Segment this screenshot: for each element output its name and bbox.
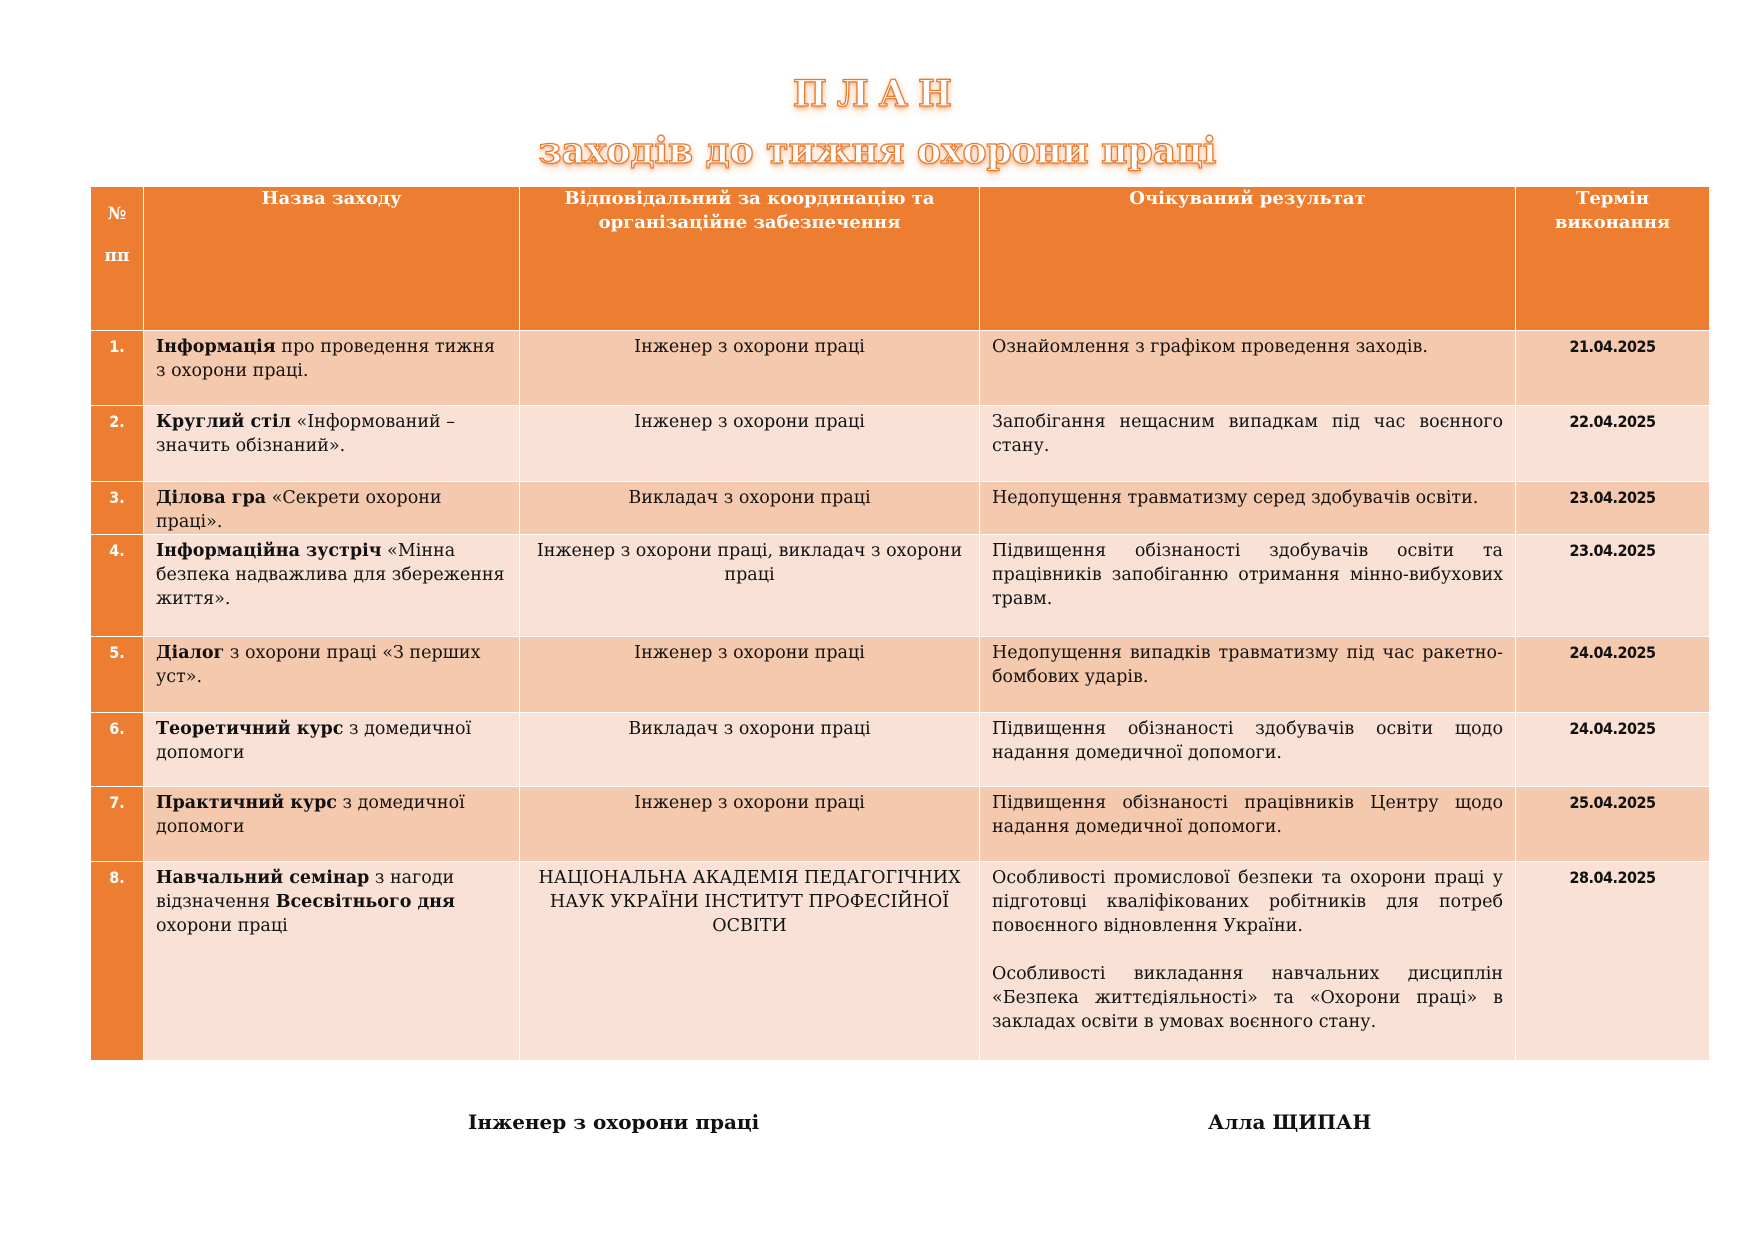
row-name-text: з охорони праці «З перших уст». bbox=[156, 643, 481, 687]
row-name-bold: Теоретичний курс bbox=[156, 719, 344, 739]
table-row bbox=[91, 713, 1710, 787]
row-name-bold: Інформація bbox=[156, 337, 276, 357]
row-name-bold: Ділова гра bbox=[156, 488, 267, 508]
table-row bbox=[91, 482, 1710, 535]
table-row bbox=[91, 406, 1710, 482]
signature-position: Інженер з охорони праці bbox=[468, 1110, 760, 1134]
page-title: ПЛАН bbox=[792, 73, 963, 115]
row-result-paragraph-2: Особливості викладання навчальних дисциплін «Безпека життєдіяльності» та «Охорони праці» в закладах освіти в умовах воєнного стану. bbox=[992, 964, 1503, 1032]
row-name-text-2: охорони праці bbox=[156, 916, 288, 936]
header-num-symbol: № bbox=[107, 204, 127, 224]
row-responsible: Викладач з охорони праці bbox=[520, 482, 980, 535]
row-name-bold: Навчальний семінар bbox=[156, 868, 370, 888]
row-responsible: Інженер з охорони праці, викладач з охорони праці bbox=[520, 535, 980, 637]
row-result-paragraph-1: Особливості промислової безпеки та охорони праці у підготовці кваліфікованих робітників для потреб повоєнного відновлення України. bbox=[992, 868, 1503, 936]
row-name-bold: Діалог bbox=[156, 643, 225, 663]
row-responsible: Інженер з охорони праці bbox=[520, 406, 980, 482]
row-date: 28.04.2025 bbox=[1516, 862, 1710, 1061]
row-name bbox=[144, 713, 520, 787]
table-row bbox=[91, 535, 1710, 637]
row-result: Недопущення травматизму серед здобувачів освіти. bbox=[980, 482, 1516, 535]
table-header-row bbox=[91, 187, 1710, 331]
row-num: 6. bbox=[91, 713, 144, 787]
row-name bbox=[144, 331, 520, 406]
row-name bbox=[144, 482, 520, 535]
row-num: 1. bbox=[91, 331, 144, 406]
header-result: Очікуваний результат bbox=[980, 187, 1516, 331]
row-date: 22.04.2025 bbox=[1516, 406, 1710, 482]
row-num: 5. bbox=[91, 637, 144, 713]
row-result bbox=[980, 862, 1516, 1061]
plan-table bbox=[90, 186, 1710, 1061]
row-num: 2. bbox=[91, 406, 144, 482]
header-num-abbr: пп bbox=[104, 246, 130, 266]
table-row bbox=[91, 787, 1710, 862]
row-date: 24.04.2025 bbox=[1516, 637, 1710, 713]
row-name-bold: Круглий стіл bbox=[156, 412, 291, 432]
table-row bbox=[91, 331, 1710, 406]
row-num: 4. bbox=[91, 535, 144, 637]
row-responsible: Інженер з охорони праці bbox=[520, 331, 980, 406]
row-name-text: «Мінна безпека надважлива для збереження життя». bbox=[156, 541, 505, 609]
row-date: 21.04.2025 bbox=[1516, 331, 1710, 406]
row-result: Недопущення випадків травматизму під час ракетно-бомбових ударів. bbox=[980, 637, 1516, 713]
row-name bbox=[144, 787, 520, 862]
row-name bbox=[144, 637, 520, 713]
row-num: 3. bbox=[91, 482, 144, 535]
row-date: 25.04.2025 bbox=[1516, 787, 1710, 862]
row-name-text: з домедичної допомоги bbox=[156, 793, 465, 837]
row-name-bold: Інформаційна зустріч bbox=[156, 541, 382, 561]
row-responsible: Викладач з охорони праці bbox=[520, 713, 980, 787]
table-row bbox=[91, 637, 1710, 713]
row-name-text: з домедичної допомоги bbox=[156, 719, 472, 763]
header-name: Назва заходу bbox=[144, 187, 520, 331]
row-name-text: з нагоди відзначення bbox=[156, 868, 455, 912]
row-name bbox=[144, 535, 520, 637]
row-name-text: «Інформований – значить обізнаний». bbox=[156, 412, 455, 456]
row-name-text: про проведення тижня з охорони праці. bbox=[156, 337, 496, 381]
row-responsible: НАЦІОНАЛЬНА АКАДЕМІЯ ПЕДАГОГІЧНИХ НАУК УКРАЇНИ ІНСТИТУТ ПРОФЕСІЙНОЇ ОСВІТИ bbox=[520, 862, 980, 1061]
row-name-text: «Секрети охорони праці». bbox=[156, 488, 442, 532]
row-result: Ознайомлення з графіком проведення заходів. bbox=[980, 331, 1516, 406]
row-date: 23.04.2025 bbox=[1516, 535, 1710, 637]
row-num: 7. bbox=[91, 787, 144, 862]
row-name bbox=[144, 862, 520, 1061]
row-responsible: Інженер з охорони праці bbox=[520, 787, 980, 862]
title-block bbox=[0, 70, 1755, 176]
signature-name: Алла ЩИПАН bbox=[1208, 1110, 1372, 1134]
row-name-bold: Практичний курс bbox=[156, 793, 337, 813]
header-date: Термін виконання bbox=[1516, 187, 1710, 331]
header-num bbox=[91, 187, 144, 331]
row-date: 24.04.2025 bbox=[1516, 713, 1710, 787]
row-name bbox=[144, 406, 520, 482]
row-result: Підвищення обізнаності здобувачів освіти та працівників запобіганню отримання мінно-вибухових травм. bbox=[980, 535, 1516, 637]
row-num: 8. bbox=[91, 862, 144, 1061]
header-responsible: Відповідальний за координацію та організаційне забезпечення bbox=[520, 187, 980, 331]
row-result: Підвищення обізнаності працівників Центру щодо надання домедичної допомоги. bbox=[980, 787, 1516, 862]
table-row bbox=[91, 862, 1710, 1061]
row-name-bold-2: Всесвітнього дня bbox=[275, 892, 455, 912]
row-result: Підвищення обізнаності здобувачів освіти щодо надання домедичної допомоги. bbox=[980, 713, 1516, 787]
row-responsible: Інженер з охорони праці bbox=[520, 637, 980, 713]
page-subtitle: заходів до тижня охорони праці bbox=[538, 130, 1217, 172]
row-date: 23.04.2025 bbox=[1516, 482, 1710, 535]
row-result: Запобігання нещасним випадкам під час воєнного стану. bbox=[980, 406, 1516, 482]
